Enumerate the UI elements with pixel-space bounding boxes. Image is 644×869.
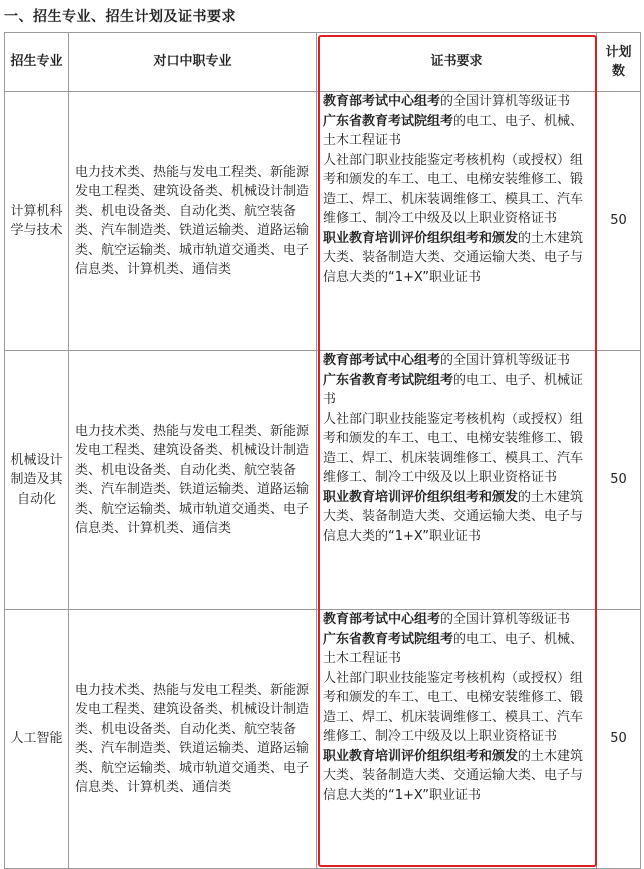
cert-gd-org: 广东省教育考试院组考: [323, 372, 454, 388]
cert-moe-text: 的全国计算机等级证书: [440, 94, 571, 109]
admission-table: [4, 32, 641, 869]
major-name: 计算机科学与技术: [5, 92, 69, 351]
section-heading: 一、招生专业、招生计划及证书要求: [4, 9, 236, 25]
cert-moe-org: 教育部考试中心组考: [323, 612, 441, 627]
cert-hr-text: 人社部门职业技能鉴定考核机构（或授权）组考和颁发的车工、电工、电梯安装维修工、锻造工、焊工、机床装调维修工、模具工、汽车维修工、制冷工中级及以上职业资格证书: [323, 152, 584, 226]
cert-voc-text: 的土木建筑大类、装备制造大类、交通运输大类、电子与信息大类的“1+X”职业证书: [323, 748, 584, 803]
cert-voc-org: 职业教育培训评价组织组考和颁发: [323, 748, 519, 764]
vocational-majors: 电力技术类、热能与发电工程类、新能源发电工程类、建筑设备类、机械设计制造类、机电设备类、自动化类、航空装备类、汽车制造类、铁道运输类、道路运输类、航空运输类、城市轨道交通类、电子信息类、计算机类、通信类: [69, 92, 317, 351]
cert-moe-text: 的全国计算机等级证书: [440, 353, 571, 368]
cert-moe-org: 教育部考试中心组考: [323, 94, 441, 109]
vocational-majors: 电力技术类、热能与发电工程类、新能源发电工程类、建筑设备类、机械设计制造类、机电设备类、自动化类、航空装备类、汽车制造类、铁道运输类、道路运输类、航空运输类、城市轨道交通类、电子信息类、计算机类、通信类: [69, 610, 317, 869]
cert-gd-text: 的电工、电子、机械证书: [323, 372, 584, 407]
table-row: [5, 351, 641, 610]
header-vocational: 对口中职专业: [69, 33, 317, 92]
cert-gd-org: 广东省教育考试院组考: [323, 113, 454, 129]
cert-voc-text: 的土木建筑大类、装备制造大类、交通运输大类、电子与信息大类的“1+X”职业证书: [323, 489, 584, 544]
plan-number: 50: [597, 610, 641, 869]
major-name: 人工智能: [5, 610, 69, 869]
table-row: [5, 92, 641, 351]
header-certificate: 证书要求: [317, 33, 597, 92]
certificate-requirements: [317, 92, 597, 351]
cert-hr-text: 人社部门职业技能鉴定考核机构（或授权）组考和颁发的车工、电工、电梯安装维修工、锻造工、焊工、机床装调维修工、模具工、汽车维修工、制冷工中级及以上职业资格证书: [323, 411, 584, 485]
cert-gd-text: 的电工、电子、机械、土木工程证书: [323, 631, 584, 666]
cert-hr-text: 人社部门职业技能鉴定考核机构（或授权）组考和颁发的车工、电工、电梯安装维修工、锻造工、焊工、机床装调维修工、模具工、汽车维修工、制冷工中级及以上职业资格证书: [323, 670, 584, 744]
certificate-requirements: [317, 610, 597, 869]
cert-moe-org: 教育部考试中心组考: [323, 353, 441, 368]
cert-voc-org: 职业教育培训评价组织组考和颁发: [323, 230, 519, 246]
vocational-majors: 电力技术类、热能与发电工程类、新能源发电工程类、建筑设备类、机械设计制造类、机电设备类、自动化类、航空装备类、汽车制造类、铁道运输类、道路运输类、航空运输类、城市轨道交通类、电子信息类、计算机类、通信类: [69, 351, 317, 610]
cert-voc-text: 的土木建筑大类、装备制造大类、交通运输大类、电子与信息大类的“1+X”职业证书: [323, 230, 584, 285]
plan-number: 50: [597, 92, 641, 351]
header-major: 招生专业: [5, 33, 69, 92]
table-header-row: [5, 33, 641, 92]
table-row: [5, 610, 641, 869]
certificate-requirements: [317, 351, 597, 610]
cert-voc-org: 职业教育培训评价组织组考和颁发: [323, 489, 519, 505]
cert-gd-org: 广东省教育考试院组考: [323, 631, 454, 647]
cert-gd-text: 的电工、电子、机械、土木工程证书: [323, 113, 584, 148]
plan-number: 50: [597, 351, 641, 610]
major-name: 机械设计制造及其自动化: [5, 351, 69, 610]
header-plan: 计划数: [597, 33, 641, 92]
cert-moe-text: 的全国计算机等级证书: [440, 612, 571, 627]
